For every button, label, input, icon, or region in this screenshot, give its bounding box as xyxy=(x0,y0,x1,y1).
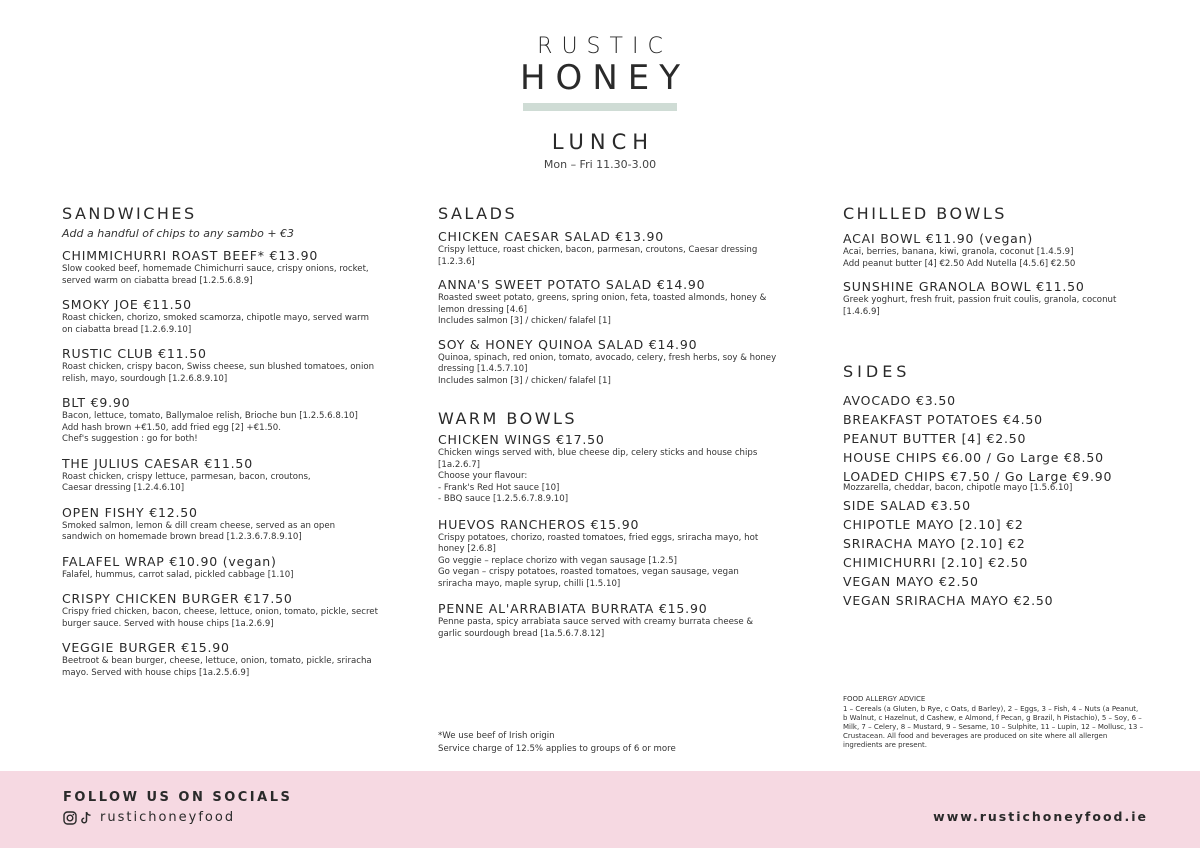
side-item: VEGAN SRIRACHA MAYO €2.50 xyxy=(843,593,1054,608)
allergy-line: ingredients are present. xyxy=(843,741,927,749)
section-title-chilled-bowls: CHILLED BOWLS xyxy=(843,204,1007,223)
description-line: Roast chicken, crispy bacon, Swiss cheese, sun blushed tomatoes, onion xyxy=(62,362,375,372)
description-line: relish, mayo, sourdough [1.2.6.8.9.10] xyxy=(62,373,228,384)
menu-item-description xyxy=(62,472,392,495)
description-line: Go vegan – crispy potatoes, roasted tomatoes, vegan sausage, vegan xyxy=(438,567,739,577)
menu-item-name: OPEN FISHY €12.50 xyxy=(62,504,198,520)
description-line: Roast chicken, crispy lettuce, parmesan, bacon, croutons, xyxy=(62,471,311,482)
menu-header xyxy=(0,130,1200,171)
menu-item-description xyxy=(62,656,392,679)
sandwiches-note: Add a handful of chips to any sambo + €3 xyxy=(62,227,295,240)
description-line: Slow cooked beef, homemade Chimichurri sauce, crispy onions, rocket, xyxy=(62,264,369,274)
description-line: Quinoa, spinach, red onion, tomato, avocado, celery, fresh herbs, soy & honey xyxy=(438,352,777,363)
menu-item-description xyxy=(62,313,392,336)
menu-item xyxy=(62,297,392,336)
menu-item xyxy=(438,432,788,506)
description-line: [1a.2.6.7] xyxy=(438,459,481,470)
description-line: Chicken wings served with, blue cheese dip, celery sticks and house chips xyxy=(438,448,758,458)
menu-item xyxy=(843,231,1163,270)
website-link[interactable]: www.rustichoneyfood.ie xyxy=(933,809,1148,824)
section-title-warm-bowls: WARM BOWLS xyxy=(438,409,578,428)
menu-item-name: ACAI BOWL €11.90 (vegan) xyxy=(843,231,1034,246)
middle-column xyxy=(438,204,788,640)
menu-item-name: CHIMMICHURRI ROAST BEEF* €13.90 xyxy=(62,248,319,263)
footnote-service-charge: Service charge of 12.5% applies to groups of 6 or more xyxy=(438,744,676,754)
menu-item xyxy=(438,229,788,268)
menu-item-name: BLT €9.90 xyxy=(62,395,131,410)
instagram-icon[interactable] xyxy=(63,811,77,825)
side-item: CHIPOTLE MAYO [2.10] €2 xyxy=(843,517,1024,532)
description-line: dressing [1.4.5.7.10] xyxy=(438,364,528,374)
description-line: Penne pasta, spicy arrabiata sauce served with creamy burrata cheese & xyxy=(438,617,754,627)
menu-item-name: HUEVOS RANCHEROS €15.90 xyxy=(438,516,640,532)
brand-accent-bar xyxy=(523,103,677,111)
menu-item-description xyxy=(62,411,392,446)
social-links[interactable] xyxy=(63,810,235,825)
description-line: Includes salmon [3] / chicken/ falafel [1] xyxy=(438,316,611,326)
allergy-line: Milk, 7 – Celery, 8 – Mustard, 9 – Sesame, 10 – Sulphite, 11 – Lupin, 12 – Mollusc, 13 – xyxy=(843,723,1144,731)
menu-item-name: CHICKEN CAESAR SALAD €13.90 xyxy=(438,229,664,244)
description-line: sriracha mayo, maple syrup, chilli [1.5.10] xyxy=(438,578,621,589)
chilled-bowls-list xyxy=(843,231,1163,318)
brand-top: RUSTIC xyxy=(537,34,672,59)
menu-item-name: PENNE AL'ARRABIATA BURRATA €15.90 xyxy=(438,601,708,616)
follow-us-label: FOLLOW US ON SOCIALS xyxy=(63,790,293,805)
menu-item-name: CHICKEN WINGS €17.50 xyxy=(438,432,605,447)
description-line: Falafel, hummus, carrot salad, pickled cabbage [1.10] xyxy=(62,569,294,580)
warm-bowls-list xyxy=(438,432,788,640)
menu-item-description xyxy=(62,607,392,630)
description-line: Chef's suggestion : go for both! xyxy=(62,434,198,444)
menu-item-name: RUSTIC CLUB €11.50 xyxy=(62,346,207,361)
menu-item-description xyxy=(438,617,788,640)
side-item: SRIRACHA MAYO [2.10] €2 xyxy=(843,536,1026,551)
description-line: Add peanut butter [4] €2.50 Add Nutella [4.5.6] €2.50 xyxy=(843,258,1076,269)
menu-item xyxy=(62,456,392,495)
menu-item xyxy=(62,248,392,287)
description-line: Includes salmon [3] / chicken/ falafel [1] xyxy=(438,375,611,386)
salads-list xyxy=(438,229,788,387)
description-line: burger sauce. Served with house chips [1a.2.6.9] xyxy=(62,618,274,629)
footer xyxy=(0,771,1200,848)
menu-item xyxy=(62,346,392,385)
menu-item-description xyxy=(62,570,392,582)
description-line: Bacon, lettuce, tomato, Ballymaloe relish, Brioche bun [1.2.5.6.8.10] xyxy=(62,411,358,421)
menu-item-description xyxy=(843,247,1163,270)
menu-item xyxy=(438,517,788,591)
menu-item-name: SOY & HONEY QUINOA SALAD €14.90 xyxy=(438,336,698,352)
section-title-sides: SIDES xyxy=(843,362,911,381)
description-line: sandwich on homemade brown bread [1.2.3.6.7.8.9.10] xyxy=(62,532,302,542)
description-line: garlic sourdough bread [1a.5.6.7.8.12] xyxy=(438,628,605,639)
allergy-line: 1 – Cereals (a Gluten, b Rye, c Oats, d Barley), 2 – Eggs, 3 – Fish, 4 – Nuts (a Peanut, xyxy=(843,705,1139,713)
menu-item xyxy=(438,601,788,640)
description-line: Go veggie – replace chorizo with vegan sausage [1.2.5] xyxy=(438,555,677,566)
menu-item-name: SUNSHINE GRANOLA BOWL €11.50 xyxy=(843,279,1085,294)
brand-bottom: HONEY xyxy=(519,58,690,98)
description-line: Acai, berries, banana, kiwi, granola, coconut [1.4.5.9] xyxy=(843,247,1074,257)
menu-item-name: VEGGIE BURGER €15.90 xyxy=(62,640,230,655)
description-line: Beetroot & bean burger, cheese, lettuce, onion, tomato, pickle, sriracha xyxy=(62,656,372,666)
menu-item xyxy=(62,395,392,446)
description-line: Smoked salmon, lemon & dill cream cheese, served as an open xyxy=(62,520,336,531)
menu-item-name: SMOKY JOE €11.50 xyxy=(62,297,192,312)
sandwiches-column xyxy=(62,204,392,679)
tiktok-icon[interactable] xyxy=(80,811,92,825)
brand-logo xyxy=(0,34,1200,111)
side-item: PEANUT BUTTER [4] €2.50 xyxy=(843,431,1027,446)
menu-item-name: THE JULIUS CAESAR €11.50 xyxy=(62,455,253,471)
menu-item xyxy=(438,277,788,328)
side-item: AVOCADO €3.50 xyxy=(843,393,956,408)
allergy-advice xyxy=(843,695,1163,750)
description-line: on ciabatta bread [1.2.6.9.10] xyxy=(62,324,192,335)
side-item: SIDE SALAD €3.50 xyxy=(843,498,971,513)
allergy-line: b Walnut, c Hazelnut, d Cashew, e Almond, f Pecan, g Brazil, h Pistachio), 5 – Soy, 6 – xyxy=(843,714,1142,722)
menu-item-description xyxy=(438,353,788,388)
menu-item xyxy=(843,279,1163,318)
social-handle[interactable]: rustichoneyfood xyxy=(100,810,236,825)
allergy-title: FOOD ALLERGY ADVICE xyxy=(843,695,926,703)
description-line: Greek yoghurt, fresh fruit, passion fruit coulis, granola, coconut xyxy=(843,295,1117,305)
description-line: Roast chicken, chorizo, smoked scamorza, chipotle mayo, served warm xyxy=(62,313,369,323)
sandwiches-list xyxy=(62,248,392,679)
description-line: [1.2.3.6] xyxy=(438,256,475,267)
description-line: - BBQ sauce [1.2.5.6.7.8.9.10] xyxy=(438,494,569,504)
menu-item xyxy=(438,337,788,388)
right-column xyxy=(843,204,1163,610)
menu-item-description xyxy=(62,362,392,385)
side-item: CHIMICHURRI [2.10] €2.50 xyxy=(843,555,1029,570)
section-title-salads: SALADS xyxy=(438,204,518,223)
side-item: HOUSE CHIPS €6.00 / Go Large €8.50 xyxy=(843,450,1104,465)
menu-item-description xyxy=(843,295,1163,318)
description-line: Caesar dressing [1.2.4.6.10] xyxy=(62,483,185,493)
side-item: LOADED CHIPS €7.50 / Go Large €9.90 xyxy=(843,469,1113,484)
footnote-beef: *We use beef of Irish origin xyxy=(438,731,555,741)
side-item: VEGAN MAYO €2.50 xyxy=(843,574,979,589)
menu-title: LUNCH xyxy=(551,130,655,154)
description-line: Choose your flavour: xyxy=(438,471,528,481)
allergy-line: Crustacean. All food and beverages are produced on site where all allergen xyxy=(843,732,1108,740)
description-line: Roasted sweet potato, greens, spring onion, feta, toasted almonds, honey & xyxy=(438,293,767,303)
description-line: Crispy lettuce, roast chicken, bacon, parmesan, croutons, Caesar dressing xyxy=(438,245,758,255)
description-line: Add hash brown +€1.50, add fried egg [2] +€1.50. xyxy=(62,422,281,433)
menu-item-name: FALAFEL WRAP €10.90 (vegan) xyxy=(62,553,277,569)
menu-item xyxy=(62,554,392,582)
description-line: Crispy fried chicken, bacon, cheese, lettuce, onion, tomato, pickle, secret xyxy=(62,607,378,617)
menu-item xyxy=(62,591,392,630)
side-item-description: Mozzarella, cheddar, bacon, chipotle mayo [1.5.6.10] xyxy=(843,483,1073,493)
description-line: - Frank's Red Hot sauce [10] xyxy=(438,482,560,493)
description-line: [1.4.6.9] xyxy=(843,306,880,317)
sides-list xyxy=(843,391,1163,610)
description-line: served warm on ciabatta bread [1.2.5.6.8.9] xyxy=(62,275,253,286)
menu-item-description xyxy=(438,293,788,328)
side-item: BREAKFAST POTATOES €4.50 xyxy=(843,412,1043,427)
menu-item-description xyxy=(438,448,788,506)
menu-item xyxy=(62,505,392,544)
description-line: Crispy potatoes, chorizo, roasted tomatoes, fried eggs, sriracha mayo, hot xyxy=(438,532,759,543)
menu-hours: Mon – Fri 11.30-3.00 xyxy=(543,158,657,171)
menu-item xyxy=(62,640,392,679)
description-line: lemon dressing [4.6] xyxy=(438,304,527,315)
description-line: mayo. Served with house chips [1a.2.5.6.9] xyxy=(62,667,250,678)
menu-item-name: CRISPY CHICKEN BURGER €17.50 xyxy=(62,591,293,606)
footnotes xyxy=(438,730,676,756)
description-line: honey [2.6.8] xyxy=(438,544,496,554)
menu-item-description xyxy=(62,264,392,287)
menu-item-description xyxy=(438,245,788,268)
section-title-sandwiches: SANDWICHES xyxy=(62,204,197,223)
menu-item-name: ANNA'S SWEET POTATO SALAD €14.90 xyxy=(438,277,706,292)
menu-item-description xyxy=(62,521,392,544)
allergy-text xyxy=(843,705,1163,750)
menu-item-description xyxy=(438,533,788,591)
